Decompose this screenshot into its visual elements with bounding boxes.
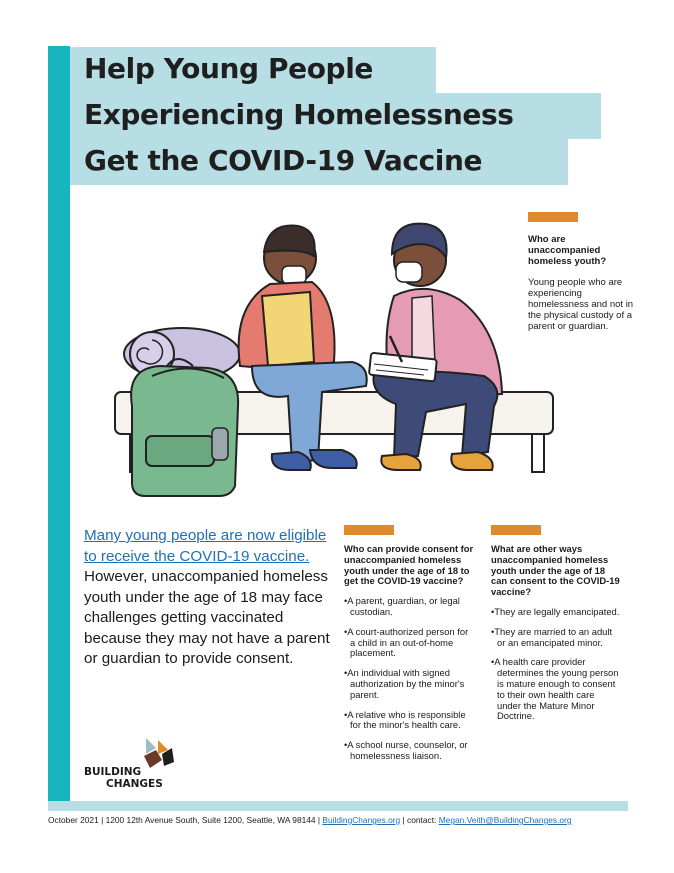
- other-ways-column: [491, 525, 621, 731]
- sidebar-heading: Who are unaccompanied homeless youth?: [528, 234, 607, 267]
- page-title-line-3: Get the COVID-19 Vaccine: [70, 139, 568, 185]
- building-changes-logo: [84, 736, 194, 798]
- youth-and-caseworker-illustration: [112, 206, 562, 506]
- footer-contact-label: | contact:: [400, 815, 439, 825]
- definition-sidebar: [528, 212, 640, 332]
- list-item: • An individual with signed authorization by the minor's parent.: [344, 668, 474, 700]
- logo-line-1: BUILDING: [84, 766, 142, 778]
- list-item: • A court-authorized person for a child in an out-of-home placement.: [344, 627, 474, 659]
- list-item: • A school nurse, counselor, or homelessness liaison.: [344, 740, 474, 762]
- consent-list: [344, 596, 474, 762]
- youth-shirt: [262, 292, 314, 366]
- orange-accent-tab: [491, 525, 541, 535]
- list-item: • They are legally emancipated.: [491, 607, 621, 618]
- orange-accent-tab: [344, 525, 394, 535]
- list-item: • A relative who is responsible for the minor's health care.: [344, 710, 474, 732]
- orange-accent-tab: [528, 212, 578, 222]
- youth-shoe-left: [272, 452, 311, 470]
- youth-shoe-right: [310, 450, 357, 468]
- other-ways-list: [491, 607, 621, 722]
- email-link[interactable]: Megan.Veith@BuildingChanges.org: [438, 815, 572, 825]
- sidebar-body: Young people who are experiencing homelessness and not in the physical custody of a parent or guardian.: [528, 277, 634, 332]
- list-item: • A parent, guardian, or legal custodian.: [344, 596, 474, 618]
- footer: [48, 815, 648, 825]
- consent-heading: Who can provide consent for unaccompanied homeless youth under the age of 18 to get the COVID-19 vaccine?: [344, 543, 474, 587]
- list-item: • They are married to an adult or an emancipated minor.: [491, 627, 621, 649]
- other-ways-heading: What are other ways unaccompanied homeless youth under the age of 18 can consent to the COVID-19 vaccine?: [491, 543, 620, 598]
- intro-body: However, unaccompanied homeless youth under the age of 18 may face challenges getting vaccinated because they may not have a parent or guardian to provide consent.: [84, 568, 330, 667]
- teal-accent-bar: [48, 46, 70, 801]
- consent-column: [344, 525, 474, 771]
- logo-mark-icon: [132, 736, 182, 770]
- page-title-line-2: Experiencing Homelessness: [70, 93, 601, 139]
- logo-wordmark: [84, 766, 163, 790]
- youth-mask: [282, 266, 306, 284]
- caseworker-mask: [396, 262, 422, 282]
- vaccine-eligibility-link[interactable]: Many young people are now eligible to receive the COVID-19 vaccine.: [84, 527, 327, 565]
- intro-paragraph: [84, 526, 334, 670]
- page-title-line-1: Help Young People: [70, 47, 436, 93]
- bench-leg-right: [532, 434, 544, 472]
- caseworker-shoe-left: [381, 454, 420, 470]
- caseworker-shoe-right: [451, 452, 492, 470]
- footer-accent-bar: [48, 801, 628, 811]
- list-item: • A health care provider determines the young person is mature enough to consent to their own health care under the Mature Minor Doctrine.: [491, 657, 621, 722]
- logo-line-2: CHANGES: [106, 778, 163, 790]
- footer-address: October 2021 | 1200 12th Avenue South, Suite 1200, Seattle, WA 98144 |: [48, 815, 323, 825]
- website-link[interactable]: BuildingChanges.org: [322, 815, 401, 825]
